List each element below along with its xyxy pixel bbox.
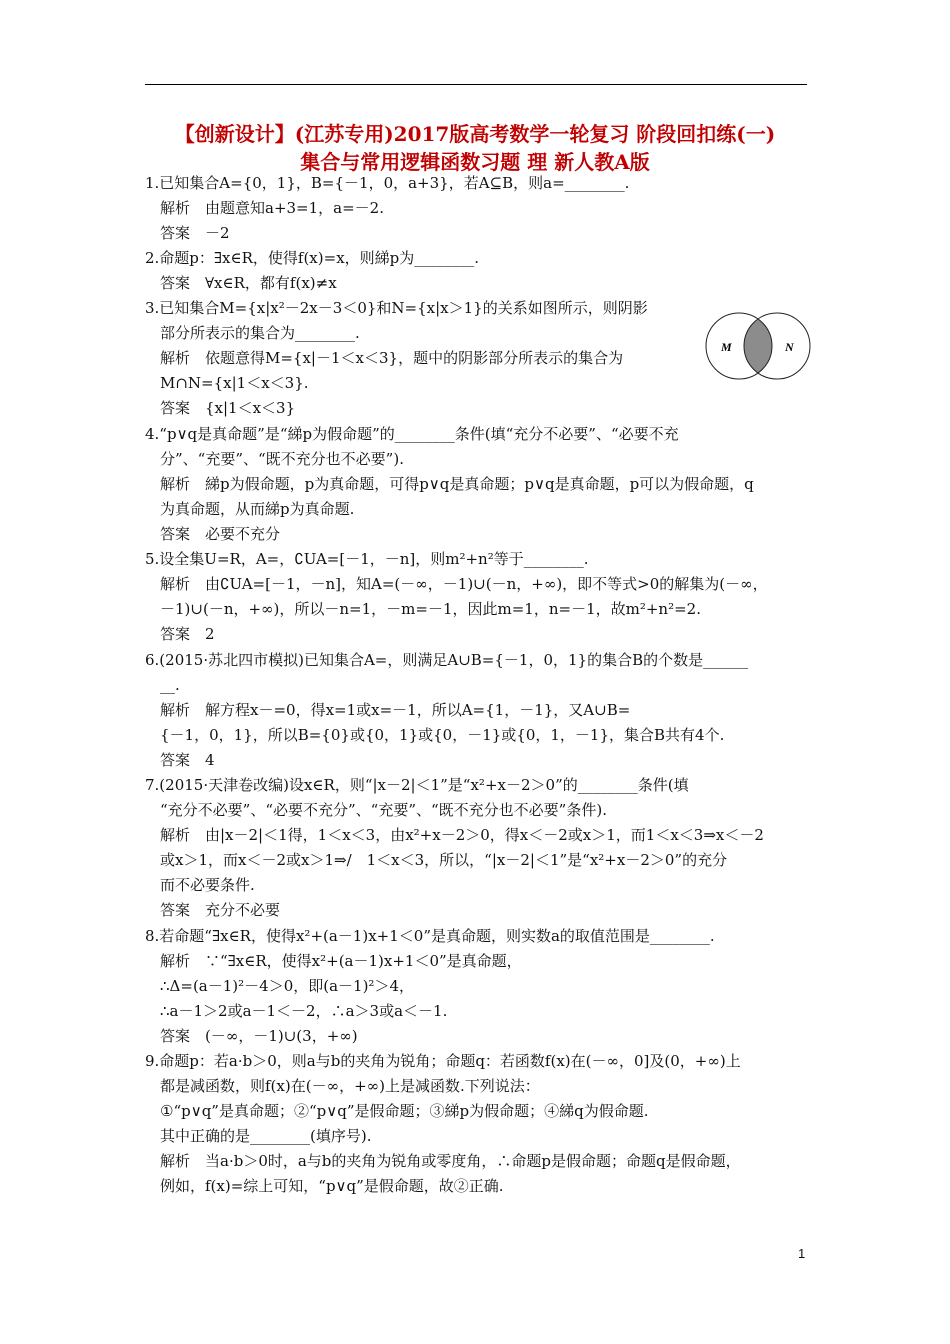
- answer-line: 答案 －2: [160, 224, 230, 242]
- header-rule: [145, 84, 807, 85]
- problem-line: ①“p∨q”是真命题；②“p∨q”是假命题；③綈p为假命题；④綈q为假命题.: [160, 1102, 649, 1120]
- problem-line: 1.已知集合A={0，1}，B={－1，0，a+3}，若A⊆B，则a=________.: [145, 174, 630, 192]
- document-title-line2: 集合与常用逻辑函数习题 理 新人教A版: [300, 150, 650, 174]
- answer-line: 答案 2: [160, 625, 215, 643]
- analysis-line: 解析 由|x－2|＜1得，1＜x＜3，由x²+x－2＞0，得x＜－2或x＞1，而1＜x＜3⇒x＜－2: [160, 826, 764, 844]
- problem-line: 分”、“充要”、“既不充分也不必要”).: [160, 450, 404, 468]
- analysis-line: 而不必要条件.: [160, 876, 255, 894]
- analysis-line: 解析 由∁UA=[－1，－n]，知A=(－∞，－1)∪(－n，+∞)，即不等式>0的解集为(－∞，: [160, 575, 768, 593]
- problem-line: 部分所表示的集合为________.: [160, 324, 360, 342]
- answer-line: 答案 (－∞，－1)∪(3，+∞): [160, 1027, 358, 1045]
- problem-line: 7.(2015·天津卷改编)设x∈R，则“|x－2|＜1”是“x²+x－2＞0”的________条件(填: [145, 776, 689, 794]
- answer-line: 答案 ∀x∈R，都有f(x)≠x: [160, 274, 337, 292]
- problem-line: 其中正确的是________(填序号).: [160, 1127, 372, 1145]
- problem-line: 9.命题p：若a·b＞0，则a与b的夹角为锐角；命题q：若函数f(x)在(－∞，0]及(0，+∞)上: [145, 1052, 741, 1070]
- problem-line: 8.若命题“∃x∈R，使得x²+(a－1)x+1＜0”是真命题，则实数a的取值范围是________.: [145, 927, 715, 945]
- analysis-line: ∴Δ=(a－1)²－4＞0，即(a－1)²＞4，: [160, 977, 414, 995]
- analysis-line: M∩N={x|1＜x＜3}.: [160, 374, 309, 392]
- analysis-line: 解析 依题意得M={x|－1＜x＜3}，题中的阴影部分所表示的集合为: [160, 349, 624, 367]
- problem-line: 5.设全集U=R，A=，∁UA=[－1，－n]，则m²+n²等于________.: [145, 550, 589, 568]
- problem-line: __.: [160, 676, 180, 694]
- analysis-line: 解析 解方程x－=0，得x=1或x=－1，所以A={1，－1}，又A∪B=: [160, 701, 631, 719]
- analysis-line: 例如，f(x)=综上可知，“p∨q”是假命题，故②正确.: [160, 1177, 504, 1195]
- problem-line: “充分不必要”、“必要不充分”、“充要”、“既不充分也不必要”条件).: [160, 801, 607, 819]
- analysis-line: ∴a－1＞2或a－1＜－2，∴a＞3或a＜－1.: [160, 1002, 448, 1020]
- problem-line: 6.(2015·苏北四市模拟)已知集合A=，则满足A∪B={－1，0，1}的集合B的个数是______: [145, 651, 749, 669]
- problem-line: 都是减函数，则f(x)在(－∞，+∞)上是减函数.下列说法：: [160, 1077, 540, 1095]
- venn-diagram: [703, 310, 815, 382]
- problem-line: 4.“p∨q是真命题”是“綈p为假命题”的________条件(填“充分不必要”、“必要不充: [145, 425, 679, 443]
- answer-line: 答案 必要不充分: [160, 525, 281, 543]
- analysis-line: －1)∪(－n，+∞)，所以－n=1，－m=－1，因此m=1，n=－1，故m²+n²=2.: [160, 600, 701, 618]
- analysis-line: {－1，0，1}，所以B={0}或{0，1}或{0，－1}或{0，1，－1}，集合B共有4个.: [160, 726, 725, 744]
- analysis-line: 为真命题，从而綈p为真命题.: [160, 500, 355, 518]
- problem-line: 3.已知集合M={x|x²－2x－3＜0}和N={x|x＞1}的关系如图所示，则阴影: [145, 299, 648, 317]
- problem-line: 2.命题p：∃x∈R，使得f(x)=x，则綈p为________.: [145, 249, 480, 267]
- answer-line: 答案 {x|1＜x＜3}: [160, 399, 296, 417]
- analysis-line: 解析 由题意知a+3=1，a=－2.: [160, 199, 384, 217]
- answer-line: 答案 充分不必要: [160, 901, 281, 919]
- document-title-line1: 【创新设计】(江苏专用)2017版高考数学一轮复习 阶段回扣练(一): [174, 122, 776, 146]
- analysis-line: 解析 綈p为假命题，p为真命题，可得p∨q是真命题；p∨q是真命题，p可以为假命题，q: [160, 475, 754, 493]
- page-number: 1: [798, 1246, 806, 1261]
- set-n-label: N: [785, 340, 794, 354]
- answer-line: 答案 4: [160, 751, 215, 769]
- analysis-line: 解析 当a·b＞0时，a与b的夹角为锐角或零度角，∴命题p是假命题；命题q是假命题，: [160, 1152, 741, 1170]
- analysis-line: 解析 ∵“∃x∈R，使得x²+(a－1)x+1＜0”是真命题，: [160, 952, 522, 970]
- analysis-line: 或x＞1，而x＜－2或x＞1⇒/ 1＜x＜3，所以，“|x－2|＜1”是“x²+x－2＞0”的充分: [160, 851, 728, 869]
- set-m-label: M: [721, 340, 732, 354]
